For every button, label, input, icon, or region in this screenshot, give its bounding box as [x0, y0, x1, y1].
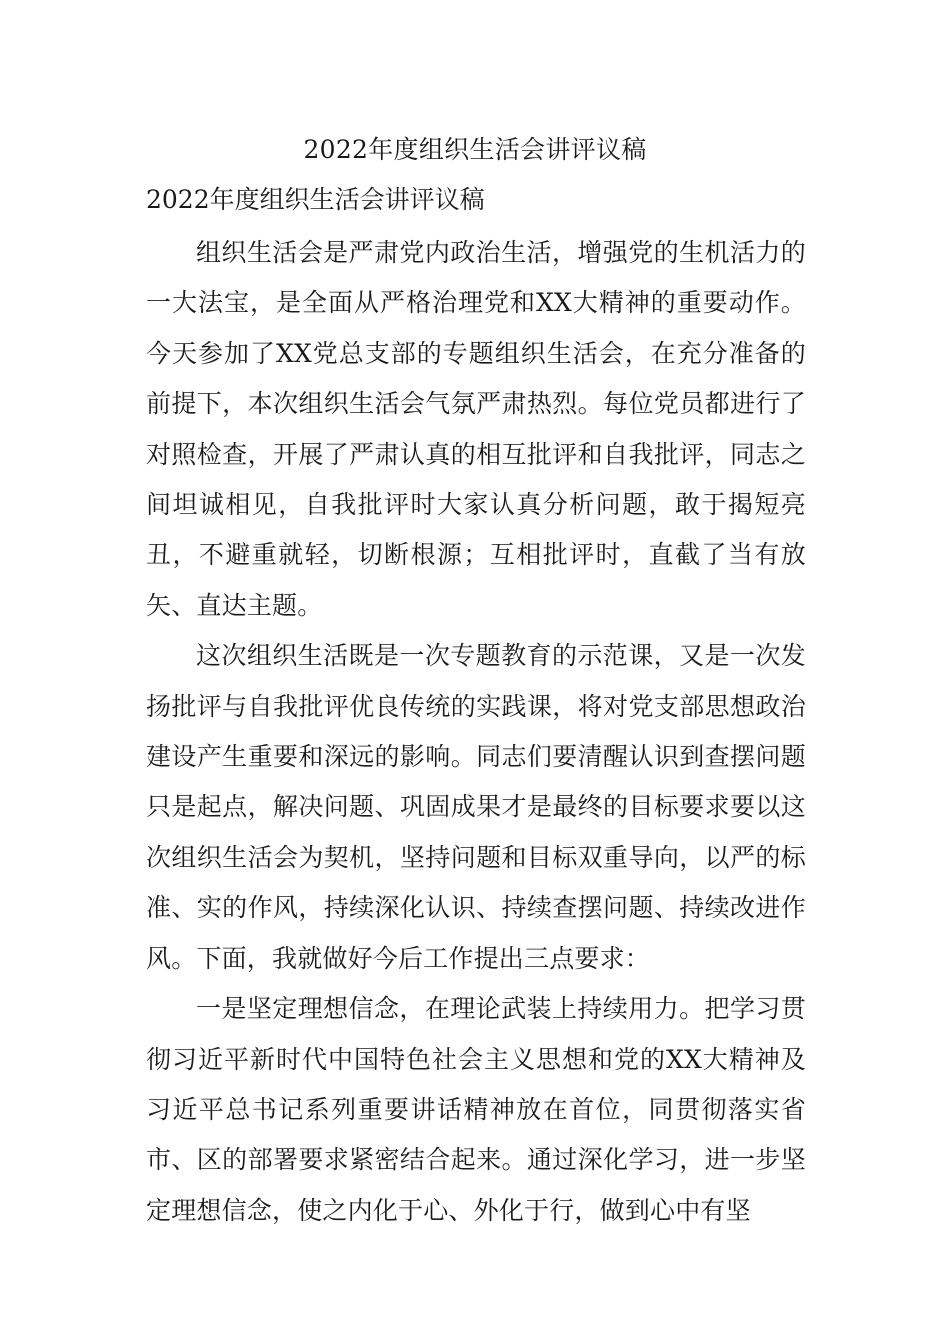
paragraph-3: 一是坚定理想信念，在理论武装上持续用力。把学习贯彻习近平新时代中国特色社会主义思想和党的XX大精神及习近平总书记系列重要讲话精神放在首位，同贯彻落实省市、区的部署要求紧密结合起来。通过深化学习，进一步坚定理想信念，使之内化于心、外化于行，做到心中有坚 [146, 994, 806, 1225]
document-subtitle: 2022年度组织生活会讲评议稿 [146, 185, 485, 214]
document-title: 2022年度组织生活会讲评议稿 [303, 135, 647, 164]
paragraph-2: 这次组织生活既是一次专题教育的示范课，又是一次发扬批评与自我批评优良传统的实践课，将对党支部思想政治建设产生重要和深远的影响。同志们要清醒认识到查摆问题只是起点，解决问题、巩固成果才是最终的目标要求要以这次组织生活会为契机，坚持问题和目标双重导向，以严的标准、实的作风，持续深化认识、持续查摆问题、持续改进作风。下面，我就做好今后工作提出三点要求： [146, 641, 806, 973]
document-body [146, 228, 806, 1236]
paragraph-1: 组织生活会是严肃党内政治生活，增强党的生机活力的一大法宝，是全面从严格治理党和XX大精神的重要动作。今天参加了XX党总支部的专题组织生活会，在充分准备的前提下，本次组织生活会气氛严肃热烈。每位党员都进行了对照检查，开展了严肃认真的相互批评和自我批评，同志之间坦诚相见，自我批评时大家认真分析问题，敢于揭短亮丑，不避重就轻，切断根源；互相批评时，直截了当有放矢、直达主题。 [146, 238, 806, 620]
